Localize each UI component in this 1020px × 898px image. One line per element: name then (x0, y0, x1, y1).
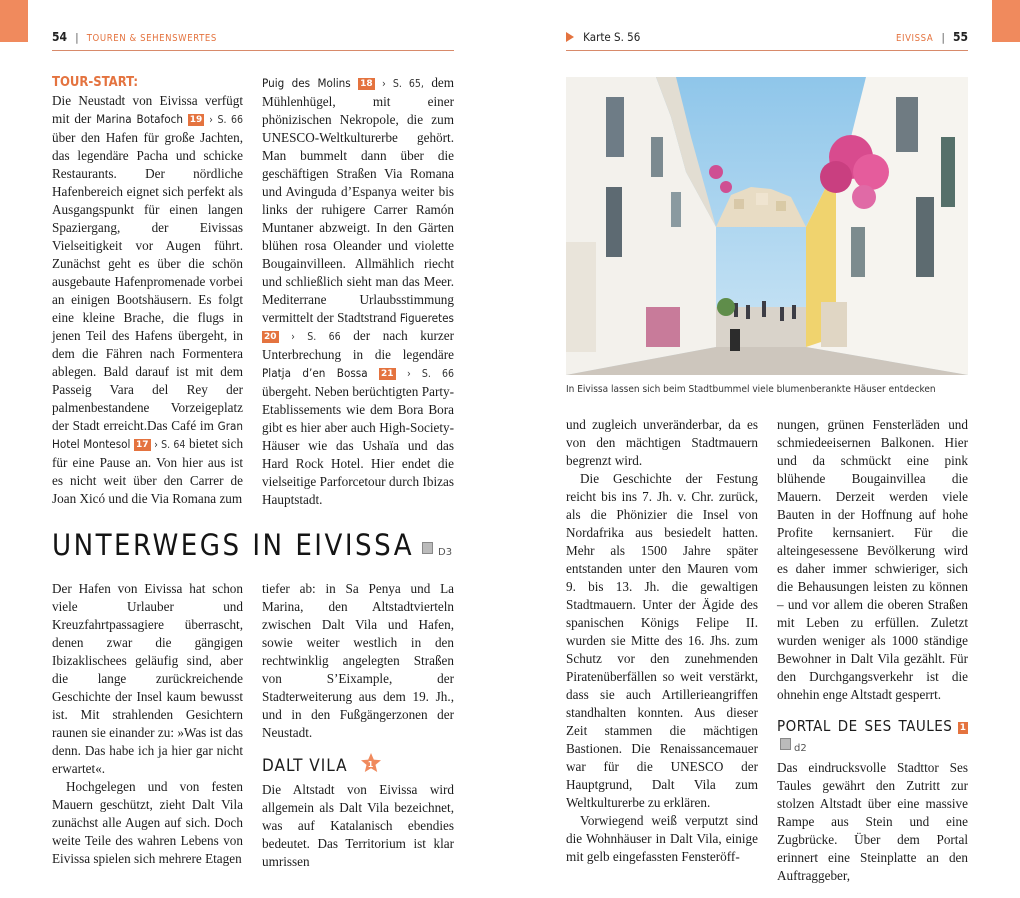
book-icon (422, 542, 433, 554)
left-header-separator: | (75, 31, 79, 44)
place-gran-hotel-montesol: Gran Hotel Montesol (52, 419, 243, 451)
intro-column-1 (52, 580, 243, 868)
dalt-vila-paragraph-3a: Vorwiegend weiß verputzt sind die Wohnhäuser in Dalt Vila, einige mit gelb eingefassten Fensteröff- (566, 813, 758, 864)
tour-text-a: Die Neustadt von Eivissa verfügt mit der Marina Botafoch 19 › S. 66 über den Hafen für große Jachten, das legendäre Pacha und schicke Restaurants. Der nördliche Hafenbereich eignet sich perfekt als Ausgangspunkt für einen langen Spaziergang, der Eivissas Vielseitigkeit vor Augen führt. Zunächst geht es über die schön ausgebaute Hafenpromenade vorbei an einigen Bootshäusern. Es folgt eine kleine Brache, die flugs in jenen Teil des Hafens übergeht, in dem die Fähren nach Formentera ablegen. Bald darauf ist mit dem Passeig Vara del Rey der palmenbestandene Vorzeigeplatz der Stadt erreicht.Das Café im Gran Hotel Montesol 17 › S. 64 bietet sich für eine Pause an. Von hier aus ist es nicht weit über den Carrer de Joan Xicó und die Via Romana zum (52, 93, 244, 506)
portal-book-icon (780, 738, 791, 750)
map-flag-icon (566, 32, 574, 42)
marker-1: 1 (959, 723, 967, 733)
intro-paragraph-2a: Hochgelegen und von festen Mauern geschützt, zieht Dalt Vila zunächst alle Augen auf sich. Doch weite Teile des wahren Lebens von Eivissa spielen sich mehrere Etagen (52, 779, 243, 866)
intro-paragraph-1: Der Hafen von Eivissa hat schon viele Urlauber und Kreuzfahrtpassagiere überrascht, denen zwar die gängigen Ibizaklischees geläufig sind, aber die lange zurückreichende Geschichte der Insel kaum bewusst ist. Mit strahlenden Gesichtern raunen sie einander zu: »Was ist das denn. Das habe ich ja hier gar nicht erwartet«. (52, 581, 243, 776)
intro-paragraph-2b: tiefer ab: in Sa Penya und La Marina, den Altstadtvierteln zwischen Dalt Vila und Hafen, sowie weiter westlich in den rechtwinklig angelegten Straßen von S’Eixample, der Stadterweiterung aus dem 19. Jh., und in den Fußgängerzonen der Neustadt. (262, 581, 454, 740)
dalt-vila-paragraph-1b: und zugleich unveränderbar, da es von den mächtigen Stadtmauern begrenzt wird. (566, 417, 758, 468)
right-column-1 (566, 416, 758, 866)
svg-text:1: 1 (367, 760, 374, 769)
dalt-vila-paragraph-3b: nungen, grünen Fensterläden und schmiedeeisernen Balkonen. Hier und da schmückt eine pink blühende Bougainvillea die Mauern. Derzeit werden viele Bauten in der Hoffnung auf hohe Profite kernsaniert. Für die alteingesessene Bevölkerung wird es daher immer schwieriger, sich die Behausungen leisten zu können – und vor allem die oberen Straßen mit Leben zu erfüllen. Zuletzt wurden weniger als 1000 ständige Bewohner in Dalt Vila gezählt. Für den Durchgangsverkehr ist die ohnehin enge Altstadt gesperrt. (777, 417, 968, 702)
dalt-vila-paragraph-2: Die Geschichte der Festung reicht bis ins 7. Jh. v. Chr. zurück, als die Phönizier die Insel von Nordafrika aus besiedelt hatten. Mehr als 1500 Jahre später entstanden unter den Mauren vom 9. bis 13. Jh. die gewaltigen Stadtmauern. Unter der Ägide des spanischen Königs Felipe II. wurden sie Mitte des 16. Jhs. zum Schutz vor den zunehmenden Piratenüberfällen so weit verstärkt, dass sie auch Artillerieangriffen standhalten konnten. Aus dieser Zeit stammen die mächtigen Bastionen. Die Renaissancemauer war für die UNESCO der Hauptgrund, Dalt Vila zum Weltkulturerbe zu erklären. (566, 471, 758, 810)
right-page-number: 55 (952, 30, 968, 44)
tour-column-2 (262, 74, 454, 509)
dalt-vila-paragraph-1a: Die Altstadt von Eivissa wird allgemein als Dalt Vila bezeichnet, was auf Katalanisch ebendies bedeutet. Das Territorium ist klar umrissen (262, 782, 454, 869)
portal-heading: PORTAL DE SES TAULES 1 d2 (777, 717, 967, 754)
map-grid-ref: D3 (438, 547, 453, 558)
right-column-2 (777, 416, 968, 885)
right-header-separator: | (941, 31, 945, 44)
left-running-header (52, 30, 454, 51)
map-reference[interactable]: Karte S. 56 (583, 30, 641, 44)
page-ref-3[interactable]: › S. 65, (381, 78, 424, 90)
marker-19: 19 (189, 115, 203, 125)
page-title: UNTERWEGS IN EIVISSA D3 (52, 528, 453, 562)
photo-illustration (566, 77, 968, 375)
portal-grid-ref: d2 (794, 743, 807, 754)
left-page-number: 54 (52, 30, 68, 44)
marker-18: 18 (360, 79, 373, 89)
right-running-header (566, 30, 968, 51)
place-figueretes: Figueretes (399, 311, 454, 325)
page-tab-right (992, 0, 1020, 42)
photo-caption: In Eivissa lassen sich beim Stadtbummel viele blumenberankte Häuser entdecken (566, 384, 936, 395)
tour-heading: TOUR-START: (52, 75, 139, 90)
page-ref-4[interactable]: › S. 66 (291, 331, 341, 343)
street-photo (566, 77, 968, 375)
dalt-vila-heading: DALT VILA 1 (262, 752, 454, 775)
place-marina-botafoch: Marina Botafoch (96, 112, 183, 126)
tour-text-b: Puig des Molins 18 › S. 65, dem Mühlenhügel, mit einer phönizischen Nekropole, die zum UNESCO-Weltkulturerbe gehört. Man bummelt dann über die geschäftigen Straßen Via Romana und Avinguda d’Espanya weiter bis links der ruhigere Carrer Ramón Muntaner abzweigt. In den Gärten blühen rosa Oleander und violette Bougainvilleen. Allmählich riecht und schließlich sieht man das Meer. Mediterrane Urlaubsstimmung vermittelt der Stadtstrand Figueretes 20 › S. 66 der nach kurzer Unterbrechung in die legendäre Platja d’en Bossa 21 › S. 66 übergeht. Neben berüchtigten Party-Etablissements wie dem Bora Bora gibt es hier aber auch High-Society-Häuser wie das Ushaïa und das Hard Rock Hotel. Hier endet die vielseitige Parforcetour durch Ibizas Hauptstadt. (262, 75, 455, 507)
place-platja-den-bossa: Platja d’en Bossa (262, 366, 368, 380)
portal-paragraph: Das eindrucksvolle Stadttor Ses Taules gewährt den Zutritt zur stolzen Altstadt über eine massive Rampe aus Stein und eine Zugbrücke. Über dem Portal erinnert eine Steinplatte an den Auftraggeber, (777, 760, 968, 883)
page-ref-1[interactable]: › S. 66 (209, 114, 244, 126)
page-ref-5[interactable]: › S. 66 (406, 368, 455, 380)
right-section-label: EIVISSA (895, 33, 934, 44)
marker-17: 17 (135, 440, 149, 450)
place-puig-des-molins: Puig des Molins (262, 76, 351, 90)
highlight-star-icon (360, 752, 382, 774)
marker-21: 21 (381, 369, 394, 379)
tour-column-1 (52, 74, 243, 508)
page-tab-left (0, 0, 28, 42)
page-ref-2[interactable]: › S. 64 (154, 439, 186, 451)
marker-20: 20 (264, 332, 277, 342)
left-section-label: TOUREN & SEHENSWERTES (86, 33, 217, 44)
intro-column-2 (262, 580, 454, 871)
